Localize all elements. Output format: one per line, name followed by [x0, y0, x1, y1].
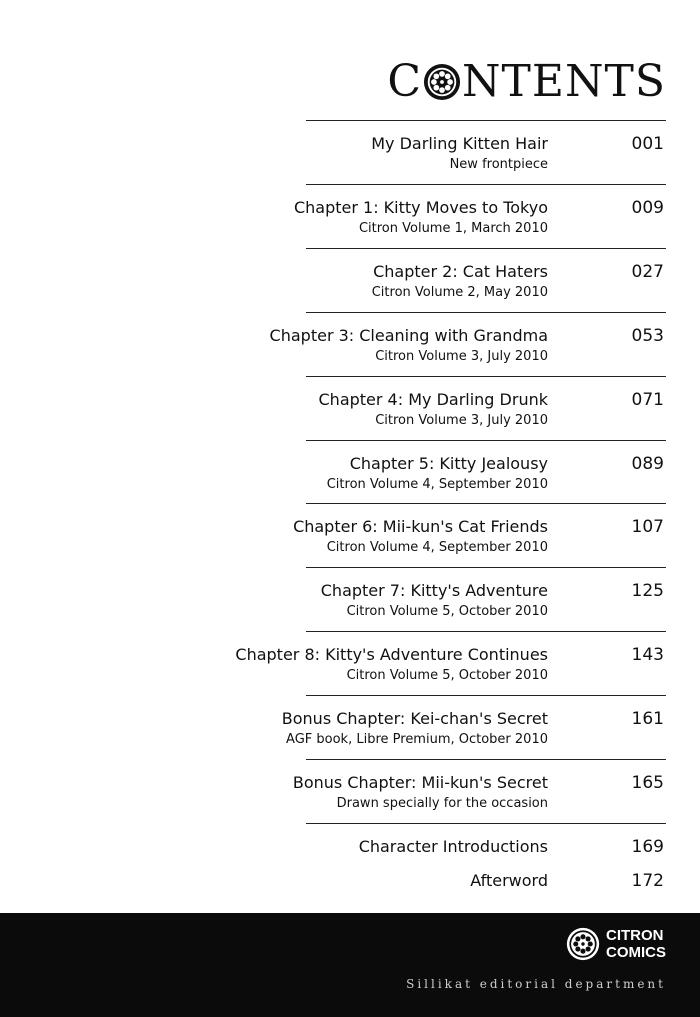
toc-extra-entry: [200, 871, 670, 895]
title-prefix: C: [387, 56, 423, 107]
divider: [306, 248, 666, 249]
divider: [306, 631, 666, 632]
brand-text: [606, 927, 666, 961]
toc-entry-page: 107: [631, 517, 664, 537]
citron-comics-logo: [566, 927, 666, 961]
toc-entry-title: Afterword: [470, 871, 548, 890]
toc-entry: [200, 312, 670, 374]
toc-entry: [200, 248, 670, 310]
toc-entry-title: Chapter 3: Cleaning with Grandma: [269, 326, 548, 345]
toc-entry-page: 169: [631, 837, 664, 857]
toc-entry-page: 071: [631, 390, 664, 410]
toc-entry: [200, 376, 670, 438]
toc-entry-page: 165: [631, 773, 664, 793]
toc-entry-page: 089: [631, 454, 664, 474]
toc-entry: [200, 120, 670, 182]
toc-entry-page: 161: [631, 709, 664, 729]
toc-entry-title: My Darling Kitten Hair: [371, 134, 548, 153]
toc-entry-source: Citron Volume 3, July 2010: [375, 413, 548, 428]
toc-entry: [200, 567, 670, 629]
toc-entry-source: Citron Volume 5, October 2010: [346, 604, 548, 619]
page-title: [387, 56, 666, 107]
toc-entry-title: Chapter 4: My Darling Drunk: [318, 390, 548, 409]
divider: [306, 440, 666, 441]
toc-entry: [200, 440, 670, 502]
toc-entry-page: 009: [631, 198, 664, 218]
divider: [306, 503, 666, 504]
toc-entry: [200, 695, 670, 757]
toc-entry: [200, 503, 670, 565]
toc-entry-source: Citron Volume 5, October 2010: [346, 668, 548, 683]
toc-entry-title: Chapter 7: Kitty's Adventure: [320, 581, 548, 600]
toc-entry-title: Chapter 2: Cat Haters: [373, 262, 548, 281]
editorial-credit: Sillikat editorial department: [406, 977, 666, 991]
toc-entry: [200, 184, 670, 246]
toc-entry-page: 172: [631, 871, 664, 891]
toc-entry-source: Citron Volume 4, September 2010: [326, 540, 548, 555]
title-suffix: NTENTS: [462, 56, 666, 107]
toc-entry-title: Chapter 1: Kitty Moves to Tokyo: [293, 198, 548, 217]
divider: [306, 823, 666, 824]
toc-entry-source: Citron Volume 2, May 2010: [371, 285, 548, 300]
toc-entry-source: New frontpiece: [449, 157, 548, 172]
toc-entry-page: 143: [631, 645, 664, 665]
toc-extra-entry: [200, 837, 670, 861]
divider: [306, 184, 666, 185]
toc-entry: [200, 759, 670, 821]
toc-entry-page: 001: [631, 134, 664, 154]
brand-line-2: COMICS: [606, 944, 666, 961]
citron-flower-emblem-icon: [566, 927, 600, 961]
toc-divider-final: [200, 823, 670, 831]
toc-entry-page: 027: [631, 262, 664, 282]
toc-entry-source: Citron Volume 4, September 2010: [326, 477, 548, 492]
toc-entry-title: Chapter 5: Kitty Jealousy: [349, 454, 548, 473]
divider: [306, 759, 666, 760]
toc-entry-page: 053: [631, 326, 664, 346]
toc-entry-source: AGF book, Libre Premium, October 2010: [286, 732, 548, 747]
toc-entry-source: Citron Volume 1, March 2010: [358, 221, 548, 236]
citron-flower-emblem-icon: [423, 63, 461, 101]
divider: [306, 312, 666, 313]
divider: [306, 120, 666, 121]
divider: [306, 376, 666, 377]
toc-entry-source: Drawn specially for the occasion: [336, 796, 548, 811]
divider: [306, 567, 666, 568]
toc-entry-title: Chapter 6: Mii-kun's Cat Friends: [293, 517, 548, 536]
toc-entry-title: Bonus Chapter: Mii-kun's Secret: [292, 773, 548, 792]
toc-entry: [200, 631, 670, 693]
toc-entry-page: 125: [631, 581, 664, 601]
toc-entry-source: Citron Volume 3, July 2010: [375, 349, 548, 364]
footer-band: [0, 913, 700, 1017]
toc-entry-title: Chapter 8: Kitty's Adventure Continues: [235, 645, 548, 664]
toc-entry-title: Bonus Chapter: Kei-chan's Secret: [281, 709, 548, 728]
brand-line-1: CITRON: [606, 927, 664, 944]
divider: [306, 695, 666, 696]
toc-entry-title: Character Introductions: [358, 837, 548, 856]
